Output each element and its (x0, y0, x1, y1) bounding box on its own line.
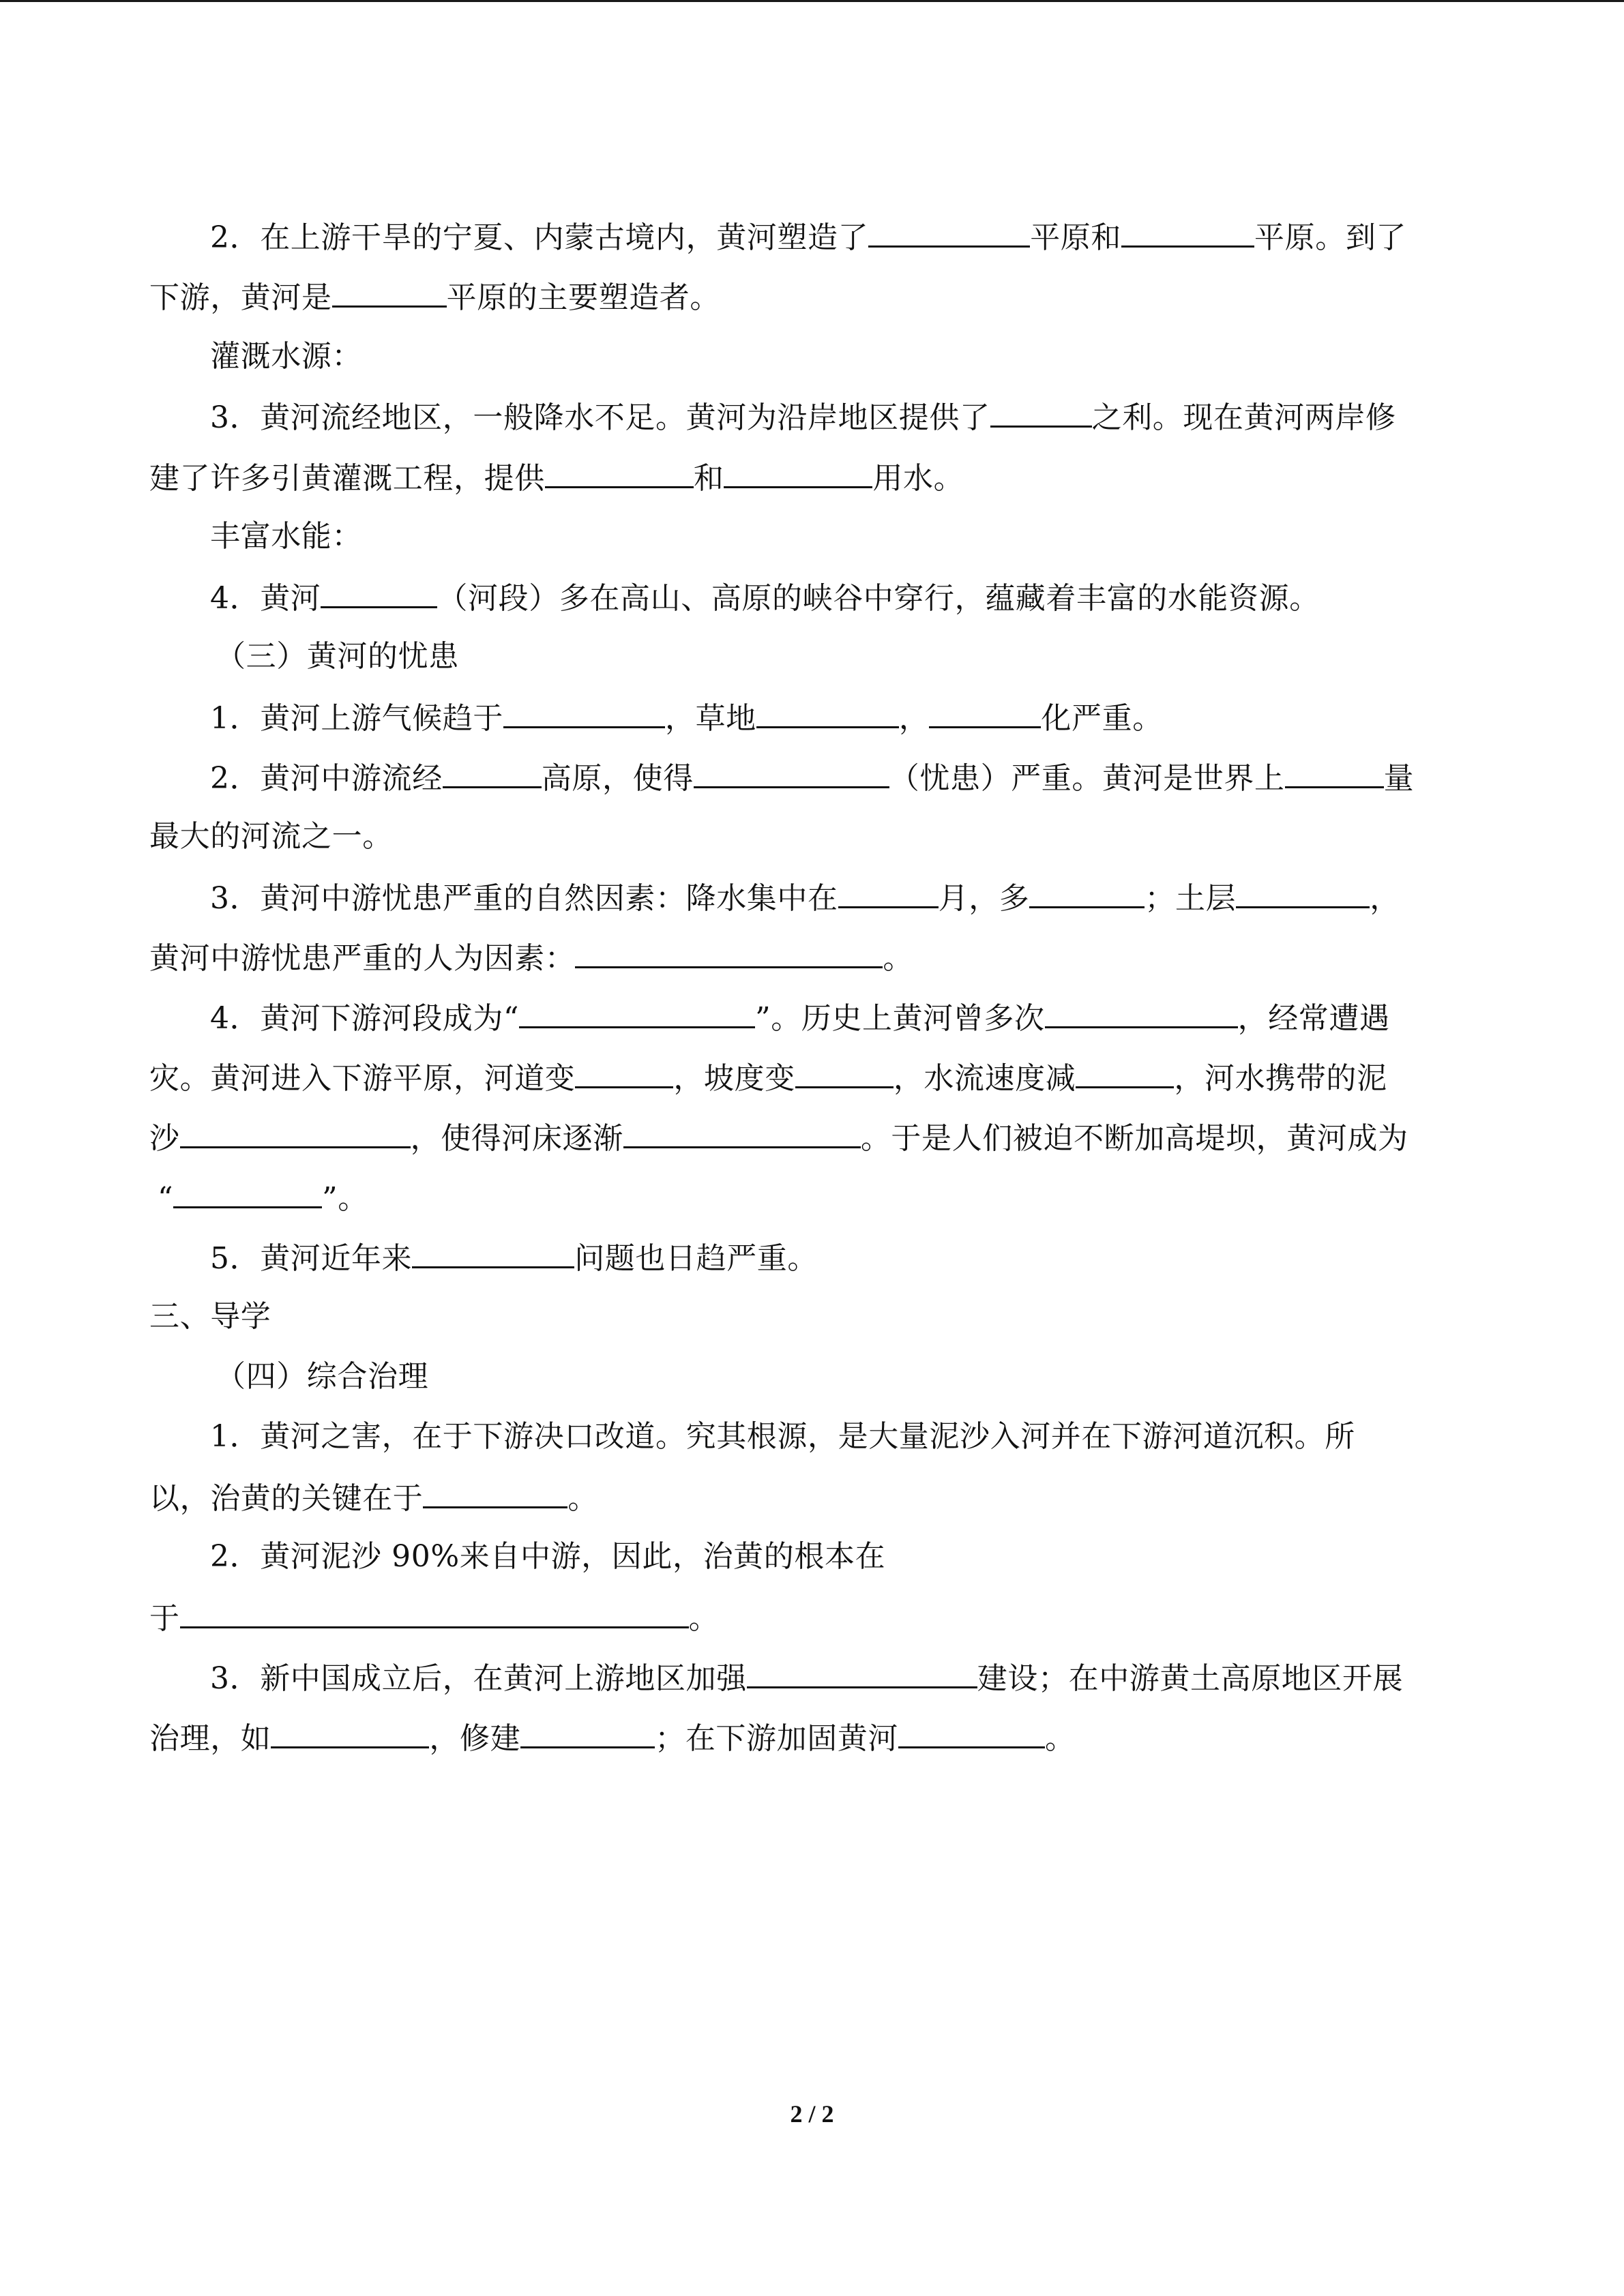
problem-1-upper-reach (210, 696, 1476, 739)
fill-blank[interactable] (575, 936, 883, 968)
question-text: 问题也日趋严重。 (574, 1241, 818, 1276)
question-text: 3．黄河流经地区，一般降水不足。黄河为沿岸地区提供了 (210, 400, 990, 435)
fill-blank[interactable] (321, 576, 437, 608)
fill-blank[interactable] (180, 1116, 411, 1148)
problem-4-lower-reach-line-3 (149, 1116, 1476, 1159)
question-text: 治理，如 (149, 1721, 271, 1756)
question-text: 高原，使得 (541, 761, 694, 796)
fill-blank[interactable] (575, 1056, 673, 1088)
section-3-heading: （三）黄河的忧患 (216, 639, 459, 674)
part-3-heading: 三、导学 (149, 1299, 271, 1334)
question-text: 建设；在中游黄土高原地区开展 (977, 1661, 1404, 1696)
question-text: 平原的主要塑造者。 (446, 280, 721, 315)
fill-blank[interactable] (623, 1116, 861, 1148)
question-text: 灾。黄河进入下游平原，河道变 (149, 1061, 576, 1096)
question-text: ”。历史上黄河曾多次 (755, 1001, 1045, 1036)
governance-1-line-2 (149, 1476, 1476, 1519)
question-text: 化严重。 (1041, 701, 1163, 736)
question-text: ，草地 (665, 701, 756, 736)
question-2-plains-line-1 (210, 215, 1476, 258)
question-text: 。于是人们被迫不断加高堤坝，黄河成为 (860, 1121, 1408, 1156)
question-text: （忧患）严重。黄河是世界上 (889, 761, 1285, 796)
fill-blank[interactable] (1029, 876, 1145, 908)
governance-3-line-2 (149, 1716, 1476, 1759)
problem-4-lower-reach-line-2 (149, 1056, 1476, 1099)
question-3-irrigation-line-1 (210, 396, 1476, 438)
problem-4-lower-reach-line-1 (210, 996, 1476, 1039)
governance-2-line-2 (149, 1596, 1476, 1639)
question-text: 4．黄河 (210, 581, 321, 616)
fill-blank[interactable] (756, 696, 899, 728)
fill-blank[interactable] (173, 1176, 322, 1208)
question-text: 月，多 (938, 881, 1030, 916)
question-text: 黄河中游忧患严重的人为因素： (149, 941, 576, 976)
question-text: ，经常遭遇 (1237, 1001, 1390, 1036)
fill-blank[interactable] (519, 996, 755, 1028)
governance-2-line-1: 2．黄河泥沙 90%来自中游，因此，治黄的根本在 (210, 1539, 886, 1574)
question-text: 4．黄河下游河段成为“ (210, 1001, 520, 1036)
problem-2-middle-reach-line-2: 最大的河流之一。 (149, 819, 393, 854)
fill-blank[interactable] (1285, 756, 1384, 788)
question-text: ，修建 (429, 1721, 521, 1756)
fill-blank[interactable] (990, 396, 1092, 428)
subheading-irrigation: 灌溉水源： (210, 339, 362, 374)
question-text: 1．黄河上游气候趋于 (210, 701, 503, 736)
fill-blank[interactable] (898, 1716, 1045, 1748)
question-text: 于 (149, 1601, 180, 1636)
question-text: 。 (688, 1601, 720, 1636)
fill-blank[interactable] (443, 756, 542, 788)
question-text: “ (158, 1181, 174, 1216)
question-text: 用水。 (872, 461, 964, 496)
fill-blank[interactable] (180, 1596, 689, 1628)
fill-blank[interactable] (520, 1716, 655, 1748)
question-text: 。 (567, 1481, 599, 1516)
question-text: ；土层 (1145, 881, 1237, 916)
question-text: 2．黄河中游流经 (210, 761, 443, 796)
question-text: 建了许多引黄灌溉工程，提供 (149, 461, 545, 496)
fill-blank[interactable] (332, 275, 447, 308)
question-text: ，河水携带的泥 (1174, 1061, 1387, 1096)
question-text: 3．新中国成立后，在黄河上游地区加强 (210, 1661, 747, 1696)
question-text: 沙 (149, 1121, 180, 1156)
fill-blank[interactable] (1121, 215, 1254, 248)
question-3-irrigation-line-2 (149, 456, 1476, 499)
question-text: 平原和 (1030, 220, 1122, 255)
fill-blank[interactable] (838, 876, 939, 908)
question-text: ， (1370, 881, 1400, 916)
question-text: ， (898, 701, 930, 736)
question-2-plains-line-2 (149, 275, 1476, 318)
fill-blank[interactable] (503, 696, 665, 728)
fill-blank[interactable] (724, 456, 872, 488)
question-text: （河段）多在高山、高原的峡谷中穿行，蕴藏着丰富的水能资源。 (437, 581, 1320, 616)
question-text: 2．在上游干旱的宁夏、内蒙古境内，黄河塑造了 (210, 220, 869, 255)
section-4-heading: （四）综合治理 (216, 1359, 429, 1394)
fill-blank[interactable] (1236, 876, 1370, 908)
question-text: ，坡度变 (673, 1061, 795, 1096)
question-text: 和 (693, 461, 724, 496)
question-text: ；在下游加固黄河 (655, 1721, 899, 1756)
question-text: 3．黄河中游忧患严重的自然因素：降水集中在 (210, 881, 838, 916)
question-text: 平原。到了 (1254, 220, 1407, 255)
problem-4-lower-reach-line-4 (158, 1176, 1484, 1219)
question-text: 之利。现在黄河两岸修 (1091, 400, 1396, 435)
governance-3-line-1 (210, 1656, 1476, 1699)
fill-blank[interactable] (412, 1236, 574, 1268)
fill-blank[interactable] (423, 1476, 567, 1508)
problem-5-recent (210, 1236, 1476, 1279)
fill-blank[interactable] (271, 1716, 429, 1748)
question-text: ”。 (322, 1181, 368, 1216)
question-text: ，使得河床逐渐 (410, 1121, 623, 1156)
question-text: 以，治黄的关键在于 (149, 1481, 424, 1516)
governance-1-line-1: 1．黄河之害，在于下游决口改道。究其根源，是大量泥沙入河并在下游河道沉积。所 (210, 1419, 1355, 1454)
problem-3-causes-line-1 (210, 876, 1476, 919)
fill-blank[interactable] (868, 215, 1030, 248)
fill-blank[interactable] (1076, 1056, 1174, 1088)
subheading-hydropower: 丰富水能： (210, 519, 362, 554)
question-text: 量 (1383, 761, 1415, 796)
question-text: 5．黄河近年来 (210, 1241, 413, 1276)
fill-blank[interactable] (694, 756, 889, 788)
fill-blank[interactable] (1045, 996, 1238, 1028)
question-4-hydropower (210, 576, 1476, 619)
problem-3-causes-line-2 (149, 936, 1476, 979)
fill-blank[interactable] (545, 456, 694, 488)
fill-blank[interactable] (929, 696, 1041, 728)
page-number: 2 / 2 (790, 2100, 834, 2128)
question-text: 。 (883, 941, 914, 976)
problem-2-middle-reach-line-1 (210, 756, 1476, 799)
fill-blank[interactable] (795, 1056, 894, 1088)
question-text: ，水流速度减 (893, 1061, 1076, 1096)
question-text: 下游，黄河是 (149, 280, 332, 315)
fill-blank[interactable] (747, 1656, 977, 1688)
question-text: 。 (1045, 1721, 1076, 1756)
